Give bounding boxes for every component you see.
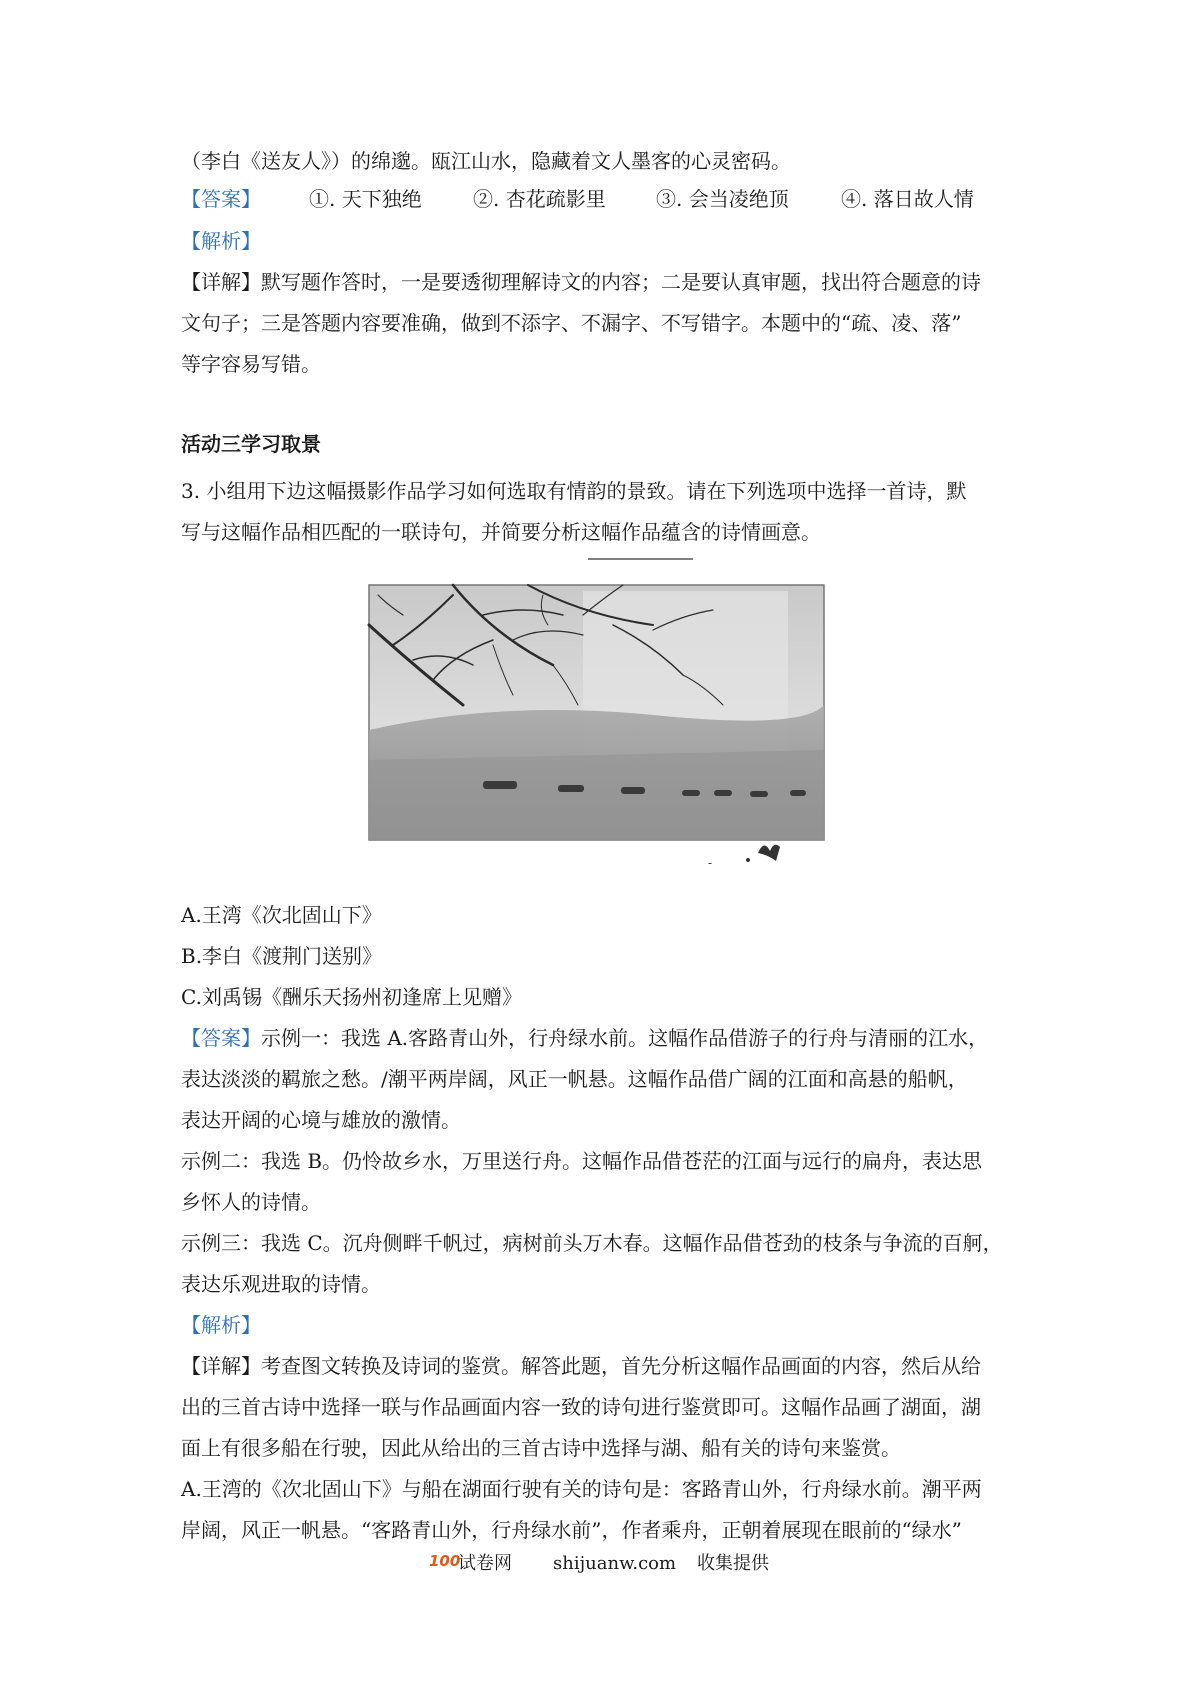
detail-tag: 【详解】 [181, 270, 261, 294]
answer-item: ④. 落日故人情 [841, 187, 974, 211]
question-text: 3. 小组用下边这幅摄影作品学习如何选取有情韵的景致。请在下列选项中选择一首诗，默 [181, 479, 967, 503]
question-text: 写与这幅作品相匹配的一联诗句，并简要分析这幅作品蕴含的诗情画意。 [181, 520, 821, 544]
answer-paragraph [181, 1025, 988, 1051]
option-b: B.李白《渡荆门送别》 [181, 944, 383, 968]
text-line: 出的三首古诗中选择一联与作品画面内容一致的诗句进行鉴赏即可。这幅作品画了湖面，湖 [181, 1395, 981, 1419]
text-line: 表达乐观进取的诗情。 [181, 1272, 381, 1296]
detail-text: 考查图文转换及诗词的鉴赏。解答此题，首先分析这幅作品画面的内容，然后从给 [261, 1354, 981, 1378]
detail-text: 默写题作答时，一是要透彻理解诗文的内容；二是要认真审题，找出符合题意的诗 [261, 270, 981, 294]
text-line: 文句子；三是答题内容要准确，做到不添字、不漏字、不写错字。本题中的“疏、凌、落” [181, 311, 962, 335]
answer-tag: 【答案】 [181, 187, 261, 211]
option-a: A.王湾《次北固山下》 [181, 903, 382, 927]
footer-site[interactable]: shijuanw.com [553, 1553, 677, 1574]
text-line: 表达开阔的心境与雄放的激情。 [181, 1108, 461, 1132]
text-line: 表达淡淡的羁旅之愁。/潮平两岸阔，风正一帆悬。这幅作品借广阔的江面和高悬的船帆， [181, 1067, 968, 1091]
answer-item: ②. 杏花疏影里 [473, 187, 606, 211]
analysis-tag: 【解析】 [181, 1313, 261, 1337]
footer-note: 收集提供 [697, 1553, 769, 1574]
text-line: A.王湾的《次北固山下》与船在湖面行驶有关的诗句是：客路青山外，行舟绿水前。潮平两 [181, 1477, 982, 1501]
analysis-tag: 【解析】 [181, 229, 261, 253]
svg-text:-: - [708, 856, 713, 870]
text-line: 示例二：我选 B。仍怜故乡水，万里送行舟。这幅作品借苍茫的江面与远行的扁舟，表达思 [181, 1149, 983, 1173]
detail-paragraph [181, 269, 981, 295]
detail-tag: 【详解】 [181, 1354, 261, 1378]
text-line: 面上有很多船在行驶，因此从给出的三首古诗中选择与湖、船有关的诗句来鉴赏。 [181, 1436, 901, 1460]
text-line: （李白《送友人》）的绵邈。瓯江山水，隐藏着文人墨客的心灵密码。 [181, 149, 791, 173]
option-c: C.刘禹锡《酬乐天扬州初逢席上见赠》 [181, 985, 522, 1009]
text-line: 示例三：我选 C。沉舟侧畔千帆过，病树前头万木春。这幅作品借苍劲的枝条与争流的百舸， [181, 1231, 1003, 1255]
text-line: 岸阔，风正一帆悬。“客路青山外，行舟绿水前”，作者乘舟，正朝着展现在眼前的“绿水” [181, 1518, 962, 1542]
answer-tag: 【答案】 [181, 1026, 261, 1050]
answer-item: ①. 天下独绝 [309, 187, 422, 211]
text-line: 乡怀人的诗情。 [181, 1190, 321, 1214]
answer-text: 示例一：我选 A.客路青山外，行舟绿水前。这幅作品借游子的行舟与清丽的江水， [261, 1026, 989, 1050]
footer-name: 试卷网 [458, 1553, 512, 1574]
lake-photograph [353, 555, 840, 875]
answer-item: ③. 会当凌绝顶 [656, 187, 789, 211]
detail-paragraph [181, 1353, 981, 1379]
site-logo: 100 [429, 1552, 461, 1570]
text-line: 等字容易写错。 [181, 352, 321, 376]
section-title: 活动三学习取景 [181, 432, 321, 456]
